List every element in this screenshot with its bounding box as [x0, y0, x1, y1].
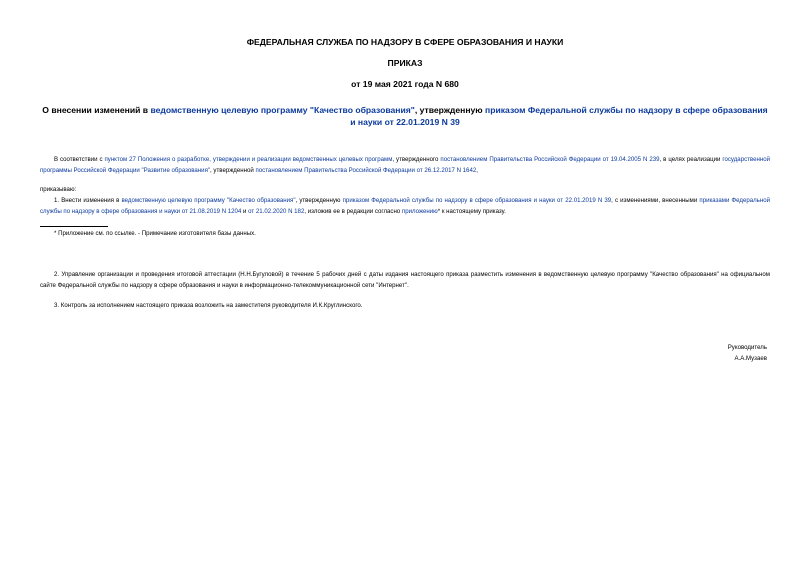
item-1-paragraph: [40, 196, 770, 217]
item1-text-2: , утвержденную: [295, 197, 343, 204]
preamble-text-5: ,: [476, 166, 478, 174]
preamble-link-regulation[interactable]: пунктом 27 Положения о разработке, утверждении и реализации ведомственных целевых программ: [104, 156, 393, 163]
preamble-link-resolution-239[interactable]: постановлением Правительства Российской Федерации от 19.04.2005 N 239: [440, 156, 660, 163]
item1-text-1: 1. Внести изменения в: [54, 197, 122, 204]
item1-link-order-182[interactable]: от 21.02.2020 N 182: [248, 207, 305, 215]
item-2-paragraph: 2. Управление организации и проведения итоговой аттестации (Н.Н.Бугуловой) в течение 5 рабочих дней с даты издания настоящего приказа разместить изменения в ведомственную целевую программу "Качество образования" на официальном сайте Федеральной службы по надзору в сфере образования и науки в информационно-телекоммуникационной сети "Интернет".: [40, 271, 770, 289]
preamble-link-resolution-1642[interactable]: постановлением Правительства Российской Федерации от 26.12.2017 N 1642: [255, 166, 477, 174]
item1-text-3: , с изменениями, внесенными: [611, 197, 700, 204]
item1-link-order-39[interactable]: приказом Федеральной службы по надзору в сфере образования и науки от 22.01.2019 N 39: [342, 197, 612, 204]
preamble-text-1: В соответствии с: [54, 156, 105, 163]
title-text-2: , утвержденную: [414, 105, 486, 115]
doc-type-heading: ПРИКАЗ: [387, 58, 423, 68]
footnote: * Приложение см. по ссылке. - Примечание изготовителя базы данных.: [54, 230, 256, 237]
preamble-paragraph: [40, 155, 770, 176]
title-link-program[interactable]: ведомственную целевую программу "Качество образования": [150, 105, 415, 115]
preamble-link-state-program[interactable]: государственной программы Российской Федерации "Развитие образования": [40, 156, 770, 174]
item1-text-5: , изложив ее в редакции согласно: [304, 207, 402, 215]
item1-link-appendix[interactable]: приложению: [401, 207, 438, 215]
doc-date-number: от 19 мая 2021 года N 680: [351, 79, 459, 89]
preamble-text-2: , утвержденного: [392, 156, 441, 163]
order-word: приказываю:: [40, 186, 77, 193]
item1-text-6: * к настоящему приказу.: [437, 207, 506, 215]
item1-link-order-1204[interactable]: приказами Федеральной службы по надзору в сфере образования и науки от 21.08.2019 N 1204: [40, 197, 771, 215]
document-title: [40, 104, 770, 128]
footnote-divider: [40, 226, 108, 227]
preamble-text-4: , утвержденной: [210, 166, 256, 174]
title-link-order[interactable]: приказом Федеральной службы по надзору в сфере образования и науки от 22.01.2019 N 39: [350, 105, 768, 127]
item1-text-4: и: [241, 207, 249, 215]
title-text-1: О внесении изменений в: [42, 105, 151, 115]
preamble-text-3: , в целях реализации: [659, 156, 723, 163]
signature-position: Руководитель: [727, 344, 767, 351]
item-3-paragraph: 3. Контроль за исполнением настоящего приказа возложить на заместителя руководителя И.К.Круглинского.: [54, 302, 363, 309]
item1-link-program[interactable]: ведомственную целевую программу "Качество образования": [121, 197, 296, 204]
signature-name: А.А.Музаев: [734, 355, 767, 362]
agency-heading: ФЕДЕРАЛЬНАЯ СЛУЖБА ПО НАДЗОРУ В СФЕРЕ ОБРАЗОВАНИЯ И НАУКИ: [246, 37, 564, 47]
